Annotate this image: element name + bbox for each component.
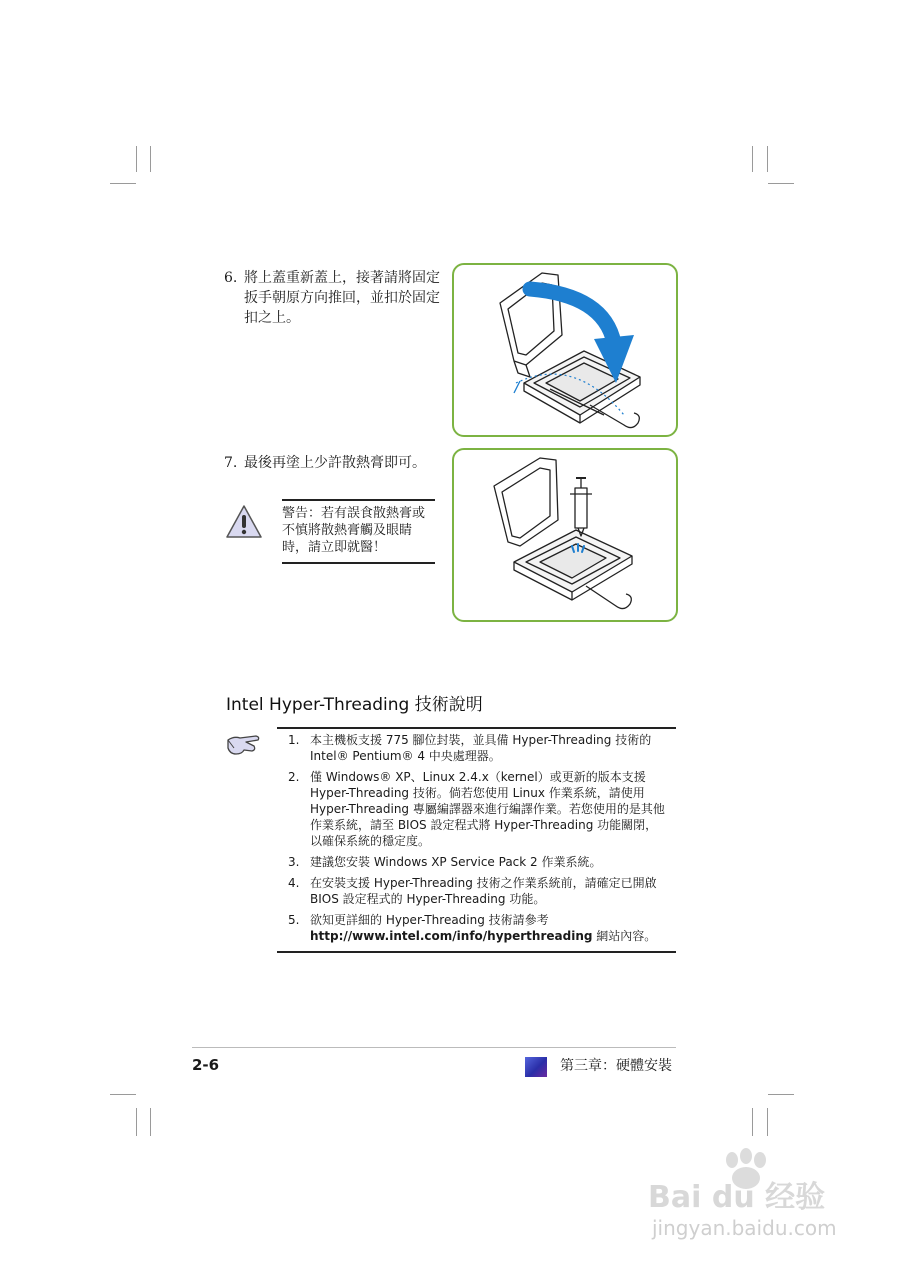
pointing-hand-icon: [224, 728, 264, 760]
thermal-paste-illustration: [454, 450, 676, 620]
note-text: 在安裝支援 Hyper-Threading 技術之作業系統前，請確定已開啟 BIOS 設定程式的 Hyper-Threading 功能。: [310, 876, 657, 906]
notes-top-rule: [277, 727, 676, 729]
figure-thermal-paste: [452, 448, 678, 622]
crop-mark: [110, 1094, 136, 1095]
note-item: [288, 912, 666, 944]
note-text: 本主機板支援 775 腳位封裝，並具備 Hyper-Threading 技術的 Intel® Pentium® 4 中央處理器。: [310, 733, 652, 763]
crop-mark: [752, 146, 753, 172]
crop-mark: [136, 1108, 137, 1136]
crop-mark: [768, 183, 794, 184]
figure-socket-lid-close: [452, 263, 678, 437]
step-6: [224, 268, 440, 338]
crop-mark: [150, 1108, 151, 1136]
crop-mark: [767, 146, 768, 172]
crop-mark: [150, 146, 151, 172]
note-text: 僅 Windows® XP、Linux 2.4.x（kernel）或更新的版本支援 Hyper-Threading 技術。倘若您使用 Linux 作業系統，請使用 Hyper-Threading 專屬編譯器來進行編譯作業。若您使用的是其他作業系統，請至 BIOS 設定程式將 Hyper-Threading 功能關閉，以確保系統的穩定度。: [310, 770, 665, 848]
warning-triangle-icon: [224, 503, 264, 541]
warning-top-rule: [282, 499, 435, 501]
warning-text: 警告：若有誤食散熱膏或不慎將散熱膏觸及眼睛時，請立即就醫！: [282, 506, 426, 555]
note-number: 3.: [288, 855, 300, 869]
intel-link[interactable]: http://www.intel.com/info/hyperthreading: [310, 929, 593, 943]
note-number: 4.: [288, 876, 300, 890]
note-item: [288, 769, 666, 849]
step-number: 6.: [224, 270, 238, 286]
notes-list: [288, 732, 666, 949]
crop-mark: [767, 1108, 768, 1136]
step-number: 7.: [224, 455, 238, 471]
step-7: [224, 453, 440, 475]
note-number: 5.: [288, 913, 300, 927]
note-text-suffix: 網站內容。: [592, 929, 657, 943]
cpu-socket-lid-illustration: [454, 265, 676, 435]
section-title: Intel Hyper-Threading 技術說明: [226, 695, 483, 715]
chapter-marker: [525, 1057, 547, 1077]
note-text: 欲知更詳細的 Hyper-Threading 技術請參考: [310, 913, 549, 927]
crop-mark: [136, 146, 137, 172]
page-number: 2-6: [192, 1056, 220, 1074]
crop-mark: [768, 1094, 794, 1095]
note-number: 2.: [288, 770, 300, 784]
crop-mark: [752, 1108, 753, 1136]
footer-rule: [192, 1047, 676, 1048]
note-text: 建議您安裝 Windows XP Service Pack 2 作業系統。: [310, 855, 602, 869]
step-text: 將上蓋重新蓋上，接著請將固定扳手朝原方向推回，並扣於固定扣之上。: [244, 270, 440, 326]
watermark-brand: Bai du 经验: [648, 1180, 826, 1215]
note-item: [288, 875, 666, 907]
note-item: [288, 854, 666, 870]
watermark-url: jingyan.baidu.com: [652, 1216, 837, 1240]
crop-mark: [110, 183, 136, 184]
note-number: 1.: [288, 733, 300, 747]
step-text: 最後再塗上少許散熱膏即可。: [244, 455, 426, 471]
warning-bottom-rule: [282, 562, 435, 564]
note-item: [288, 732, 666, 764]
chapter-title: 第三章：硬體安裝: [560, 1058, 672, 1074]
notes-bottom-rule: [277, 951, 676, 953]
